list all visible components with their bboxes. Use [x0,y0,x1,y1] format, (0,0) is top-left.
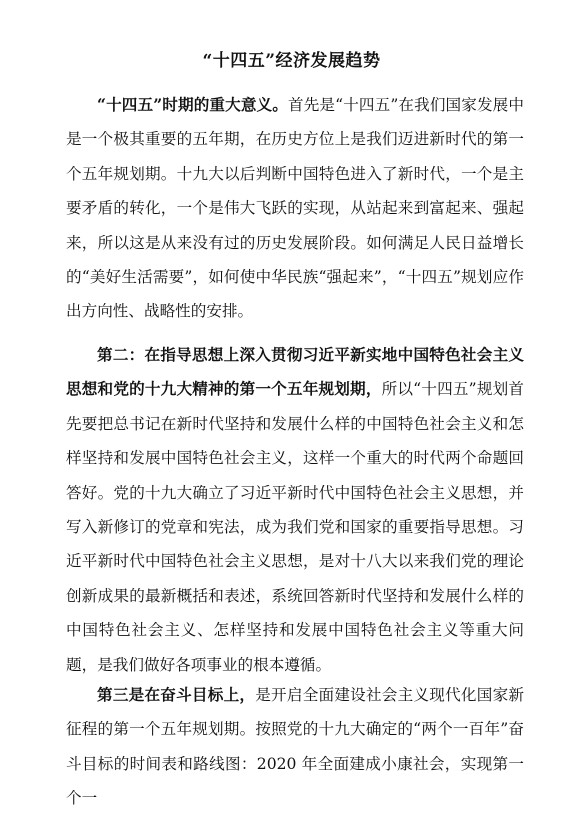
paragraph-guiding-ideology [66,338,524,682]
document-title: “十四五”经济发展趋势 [202,51,381,71]
paragraph-lead: 第二：在指导思想上深入贯彻习近平新实地中国特色社会主义思想和党的十九大精神的第一个五年规划期， [66,345,524,399]
paragraph-lead: 第三是在奋斗目标上， [97,685,256,704]
paragraph-goals [66,678,524,816]
paragraph-lead: “十四五”时期的重大意义。 [97,95,288,114]
paragraph-body: 所以“十四五”规划首先要把总书记在新时代坚持和发展什么样的中国特色社会主义和怎样坚持和发展中国特色社会主义，这样一个重大的时代两个命题回答好。党的十九大确立了习近平新时代中国特色社会主义思想，并写入新修订的党章和宪法，成为我们党和国家的重要指导思想。习近平新时代中国特色社会主义思想，是对十八大以来我们党的理论创新成果的最新概括和表述，系统回答新时代坚持和发展什么样的中国特色社会主义、怎样坚持和发展中国特色社会主义等重大问题，是我们做好各项事业的根本遵循。 [66,380,524,674]
paragraph-body: 是开启全面建设社会主义现代化国家新征程的第一个五年规划期。按照党的十九大确定的“两个一百年”奋斗目标的时间表和路线图：2020 年全面建成小康社会，实现第一个一 [66,686,524,808]
paragraph-body: 首先是“十四五”在我们国家发展中是一个极其重要的五年期，在历史方位上是我们迈进新时代的第一个五年规划期。十九大以后判断中国特色进入了新时代，一个是主要矛盾的转化，一个是伟大飞跃的实现，从站起来到富起来、强起来，所以这是从来没有过的历史发展阶段。如何满足人民日益增长的“美好生活需要”，如何使中华民族“强起来”，“十四五”规划应作出方向性、战略性的安排。 [66,96,524,321]
paragraph-significance [66,88,524,329]
